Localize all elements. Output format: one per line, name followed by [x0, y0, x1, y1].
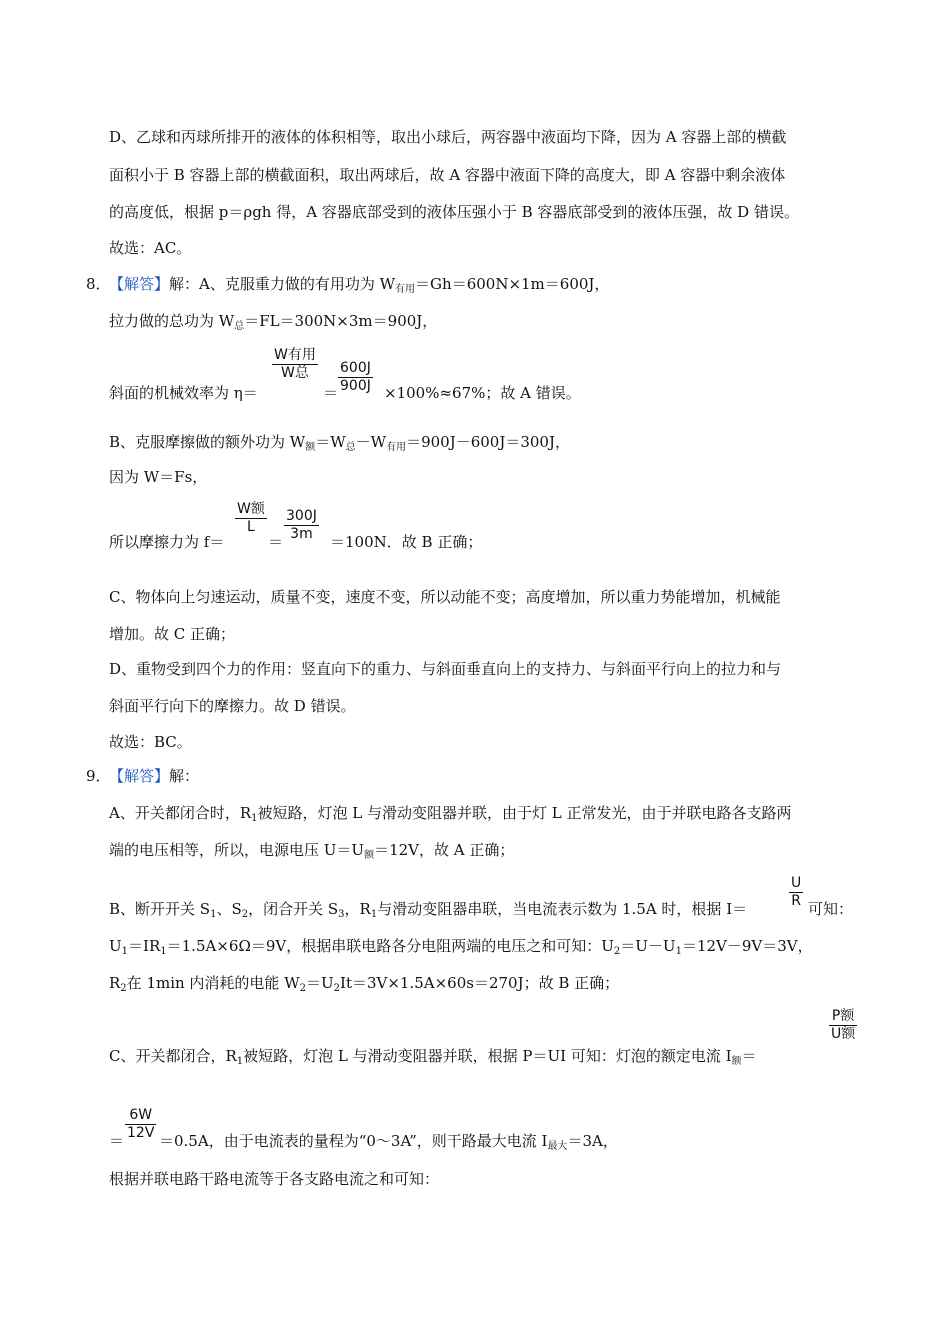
s9-b-fraction	[789, 875, 803, 910]
s8-b1-rest: ＝900J－600J＝300J，	[406, 433, 570, 451]
s8-f-fraction1	[235, 501, 267, 536]
s9-c-line3: 根据并联电路干路电流等于各支路电流之和可知：	[109, 1170, 440, 1188]
s9-c-fraction1	[829, 1008, 857, 1043]
s8-d-line1: D、重物受到四个力的作用：竖直向下的重力、与斜面垂直向上的支持力、与斜面平行向上的拉力和与	[109, 660, 782, 678]
s9-head	[109, 766, 199, 786]
s9-c1-text: C、开关都闭合，R	[109, 1047, 237, 1065]
s9-b3-s2: 2	[299, 983, 306, 994]
s8-tag: 【解答】	[109, 275, 170, 293]
s9-b2-t2: ＝1.5A×6Ω＝9V，根据串联电路各分电阻两端的电压之和可知：U	[166, 937, 614, 955]
s9-a1-sub: 1	[251, 813, 258, 824]
s8-f-f2-num: 300J	[286, 508, 317, 524]
s8-number: 8．	[86, 275, 111, 293]
s9-c-f2-den: 12V	[127, 1125, 155, 1141]
s8-f-eq: ＝	[268, 533, 284, 551]
s7-d-line3: 的高度低，根据 p＝ρgh 得，A 容器底部受到的液体压强小于 B 容器底部受到的液体压强，故 D 错误。	[109, 203, 799, 221]
s8-a-text: 解：A、克服重力做的有用功为 W	[169, 275, 396, 293]
s7-answer: 故选：AC。	[109, 239, 192, 257]
s8-eff-fraction2	[338, 360, 373, 395]
s8-c-line2: 增加。故 C 正确；	[109, 625, 236, 643]
s9-number: 9．	[86, 767, 111, 785]
s9-b1-text: B、断开开关 S	[109, 900, 211, 918]
s9-b3-text: R	[109, 974, 121, 992]
s9-b-tail: 可知：	[808, 900, 854, 918]
s8-eff-fraction1	[272, 347, 318, 382]
s8-a2-text: 拉力做的总功为 W	[109, 312, 235, 330]
s9-b2-s3: 2	[613, 946, 621, 957]
s8-f-f2-den: 3m	[290, 526, 313, 542]
s9-b-frac-num: U	[791, 875, 802, 891]
s9-c1-s2: 额	[731, 1056, 742, 1067]
s8-eff-f2-den: 900J	[340, 378, 371, 394]
s9-c2-t1: ＝0.5A，由于电流表的量程为“0～3A”，则干路最大电流 I	[159, 1132, 548, 1150]
s9-a2-sub: 额	[364, 850, 375, 861]
s9-a1-text: A、开关都闭合时，R	[109, 804, 252, 822]
s9-b1-t4: 与滑动变阻器串联，当电流表示数为 1.5A 时，根据 I＝	[377, 900, 748, 918]
s9-b2-s1: 1	[121, 946, 129, 957]
s9-b2-t4: ＝12V－9V＝3V，	[681, 937, 813, 955]
s8-b1-sub1: 额	[305, 442, 316, 453]
s9-c1-t1: 被短路，灯泡 L 与滑动变阻器并联，根据 P＝UI 可知：灯泡的额定电流 I	[243, 1047, 732, 1065]
s9-b2-s2: 1	[160, 946, 167, 957]
s9-c-line2-lead: ＝	[109, 1132, 125, 1150]
s9-c-f2-num: 6W	[125, 1107, 156, 1125]
s8-b1-mid2: －W	[355, 433, 387, 451]
s8-a2-rest: ＝FL＝300N×3m＝900J，	[244, 312, 438, 330]
s9-b3-s3: 2	[333, 983, 341, 994]
s9-b2-t1: ＝IR	[128, 937, 161, 955]
s8-b-line1	[109, 432, 570, 455]
s9-b1-t1: 、S	[216, 900, 242, 918]
s8-eff-f1-num: W有用	[274, 347, 316, 363]
s8-a2-sub: 总	[234, 321, 245, 332]
s9-b1-s4: 1	[370, 909, 378, 920]
s8-eff-tail: ×100%≈67%；故 A 错误。	[384, 384, 581, 402]
s8-f-f1-den: L	[247, 519, 255, 535]
s9-b1-s1: 1	[210, 909, 217, 920]
s8-eff-eq: ＝	[323, 384, 339, 402]
s8-b-line2: 因为 W＝Fs，	[109, 468, 208, 486]
s8-b1-text: B、克服摩擦做的额外功为 W	[109, 433, 306, 451]
s9-b-line3	[109, 973, 619, 996]
s9-b2-s4: 1	[675, 946, 682, 957]
s8-eff-f1-den: W总	[281, 365, 309, 381]
s9-tag: 【解答】	[109, 767, 170, 785]
s9-b3-t2: ＝U	[306, 974, 334, 992]
s9-a-line2	[109, 840, 514, 863]
s7-d-line2: 面积小于 B 容器上部的横截面积，取出两球后，故 A 容器中液面下降的高度大，即 A 容器中剩余液体	[109, 166, 786, 184]
s9-b-line2	[109, 936, 813, 959]
s8-answer: 故选：BC。	[109, 733, 192, 751]
s9-c-f1-num: P额	[829, 1008, 857, 1026]
s8-f-fraction2	[284, 508, 319, 543]
s8-b1-mid: ＝W	[315, 433, 346, 451]
s9-c1-s1: 1	[236, 1056, 244, 1067]
s9-c-fraction2	[125, 1107, 156, 1142]
s9-b-line1	[109, 899, 747, 922]
s9-head-text: 解：	[169, 767, 200, 785]
s9-b3-t1: 在 1min 内消耗的电能 W	[126, 974, 300, 992]
s9-c-line2	[159, 1131, 618, 1154]
s8-f-f1-num: W额	[237, 501, 265, 517]
s9-b1-s3: 3	[338, 909, 345, 920]
s9-b1-t3: ，R	[344, 900, 371, 918]
s9-a1-rest: 被短路，灯泡 L 与滑动变阻器并联，由于灯 L 正常发光，由于并联电路各支路两	[257, 804, 792, 822]
s8-a-line2	[109, 311, 437, 334]
s8-c-line1: C、物体向上匀速运动，质量不变，速度不变，所以动能不变；高度增加，所以重力势能增加，机械能	[109, 588, 781, 606]
s9-c1-t2: ＝	[741, 1047, 757, 1065]
s8-a-rest: ＝Gh＝600N×1m＝600J，	[415, 275, 610, 293]
s8-a-line1	[109, 274, 609, 297]
s9-b3-t3: It＝3V×1.5A×60s＝270J；故 B 正确；	[340, 974, 620, 992]
s9-c-f1-den: U额	[831, 1026, 856, 1042]
s8-efficiency-lead: 斜面的机械效率为 η＝	[109, 384, 258, 402]
s8-b1-sub2: 总	[345, 442, 356, 453]
s8-b1-sub3: 有用	[386, 442, 407, 453]
s9-b-frac-den: R	[791, 893, 801, 909]
s9-b1-t2: ，闭合开关 S	[248, 900, 339, 918]
s9-c2-sub: 最大	[547, 1141, 568, 1152]
s9-a2-text: 端的电压相等，所以，电源电压 U＝U	[109, 841, 365, 859]
s8-d-line2: 斜面平行向下的摩擦力。故 D 错误。	[109, 697, 356, 715]
s8-friction-lead: 所以摩擦力为 f＝	[109, 533, 225, 551]
s8-a-sub: 有用	[395, 284, 416, 295]
s9-b3-s1: 2	[120, 983, 127, 994]
s9-b2-text: U	[109, 937, 122, 955]
s9-c-line1	[109, 1046, 757, 1069]
s9-c2-t2: ＝3A，	[567, 1132, 618, 1150]
s9-b1-s2: 2	[241, 909, 249, 920]
s8-f-tail: ＝100N．故 B 正确；	[330, 533, 483, 551]
s9-a-line1	[109, 803, 792, 826]
s8-eff-f2-num: 600J	[340, 360, 371, 376]
s7-d-line1: D、乙球和丙球所排开的液体的体积相等，取出小球后，两容器中液面均下降，因为 A 容器上部的横截	[109, 128, 787, 146]
s9-a2-rest: ＝12V，故 A 正确；	[374, 841, 515, 859]
s9-b2-t3: ＝U－U	[620, 937, 676, 955]
